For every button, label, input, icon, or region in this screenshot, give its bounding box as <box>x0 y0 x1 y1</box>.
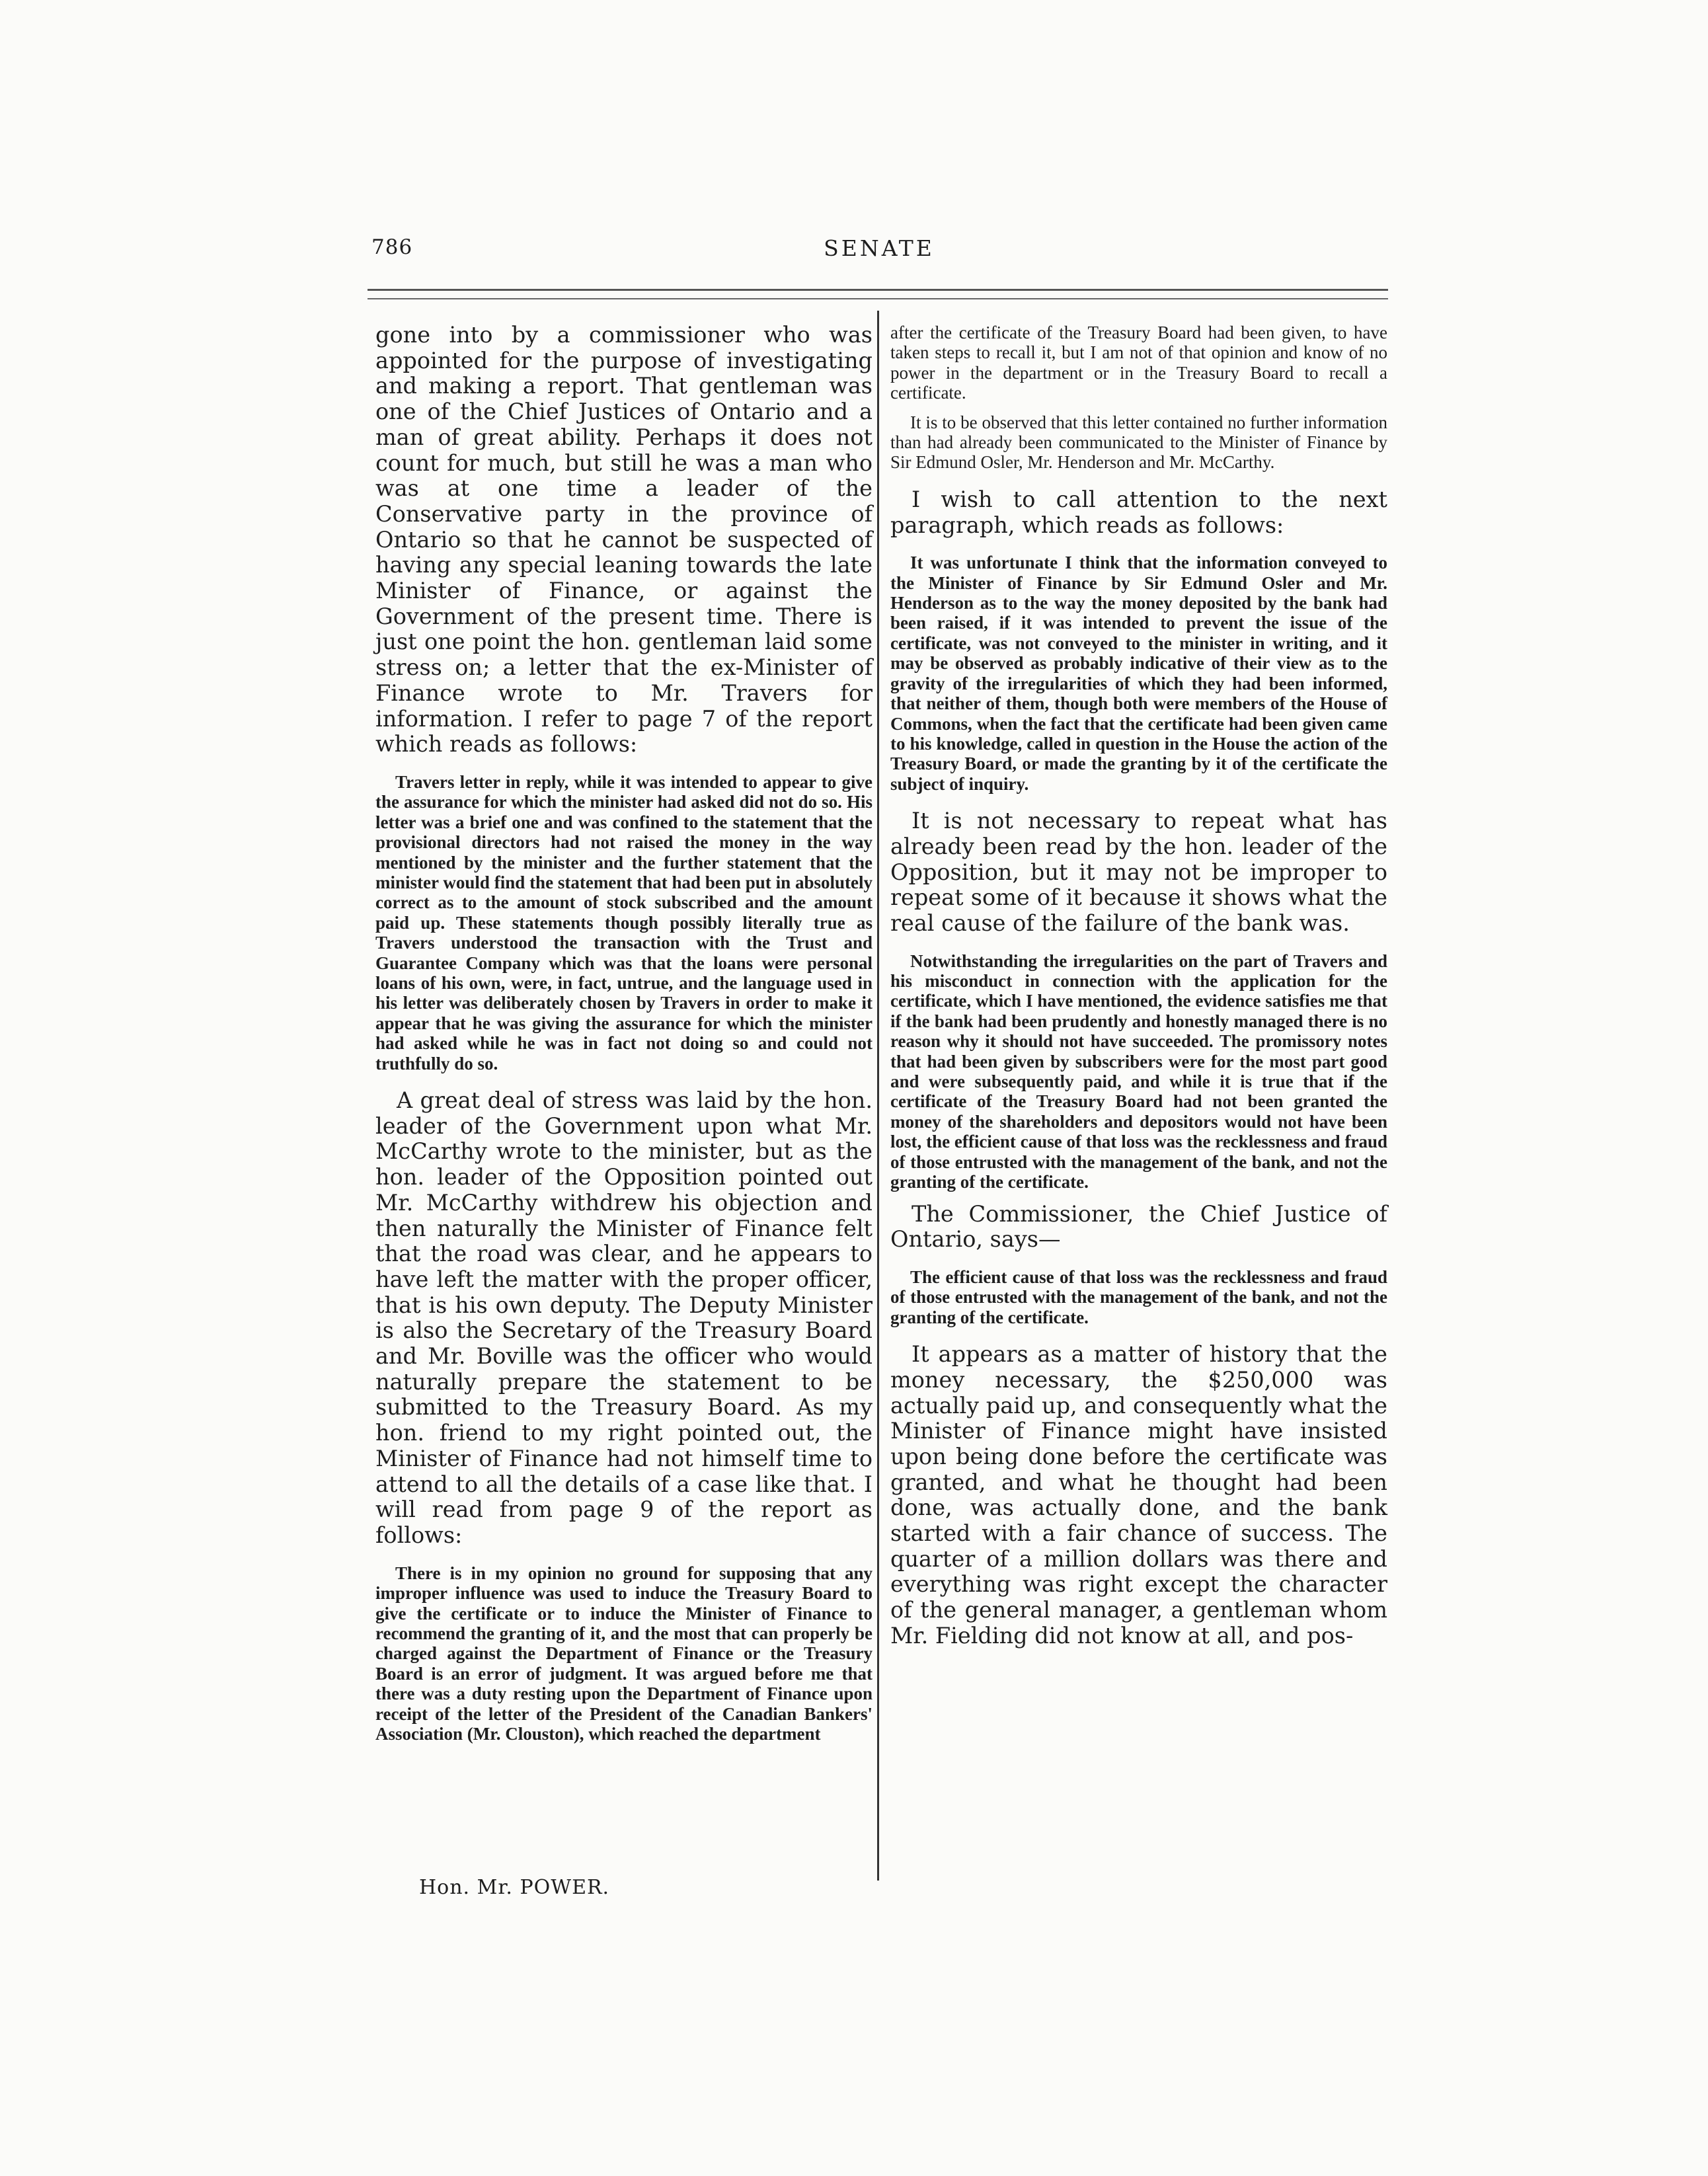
page-header <box>368 235 1391 264</box>
quotation: The efficient cause of that loss was the recklessness and fraud of those entrusted with the management of the bank, and not the granting of the certificate. <box>890 1266 1387 1327</box>
header-rule-bottom <box>368 298 1388 299</box>
column-divider <box>877 311 879 1881</box>
paragraph: It is not necessary to repeat what has already been read by the hon. leader of the Opposition, but it may not be improper to repeat some of it because it shows what the real cause of the failure of the bank was. <box>890 808 1387 936</box>
paragraph: I wish to call attention to the next paragraph, which reads as follows: <box>890 486 1387 538</box>
paragraph: A great deal of stress was laid by the hon. leader of the Government upon what Mr. McCarthy wrote to the minister, but as the hon. leader of the Opposition pointed out Mr. McCarthy withdrew his objection and then naturally the Minister of Finance felt that the road was clear, and he appears to have left the matter with the proper officer, that is his own deputy. The Deputy Minister is also the Secretary of the Treasury Board and Mr. Boville was the officer who would naturally prepare the statement to be submitted to the Treasury Board. As my hon. friend to my right pointed out, the Minister of Finance had not himself time to attend to all the details of a case like that. I will read from page 9 of the report as follows: <box>375 1087 873 1548</box>
quotation: Notwithstanding the irregularities on the part of Travers and his misconduct in connection with the application for the certificate, which I have mentioned, the evidence satisfies me that if the bank had been prudently and honestly managed there is no reason why it should not have succeeded. The promissory notes that had been given by subscribers were for the most part good and were subsequently paid, and while it is true that if the certificate of the Treasury Board had not been granted the money of the shareholders and depositors would not have been lost, the efficient cause of that loss was the recklessness and fraud of those entrusted with the management of the bank, and not the granting of the certificate. <box>890 951 1387 1192</box>
paragraph: The Commissioner, the Chief Justice of Ontario, says— <box>890 1200 1387 1253</box>
quotation: It was unfortunate I think that the information conveyed to the Minister of Finance by Sir Edmund Osler and Mr. Henderson as to the way the money deposited by the bank had been raised, if it was intended to prevent the issue of the certificate, was not conveyed to the minister in writing, and it may be observed as probably indicative of their view as to the gravity of the irregularities of which they had been informed, that neither of them, though both were members of the House of Commons, when the fact that the certificate had been given came to his knowledge, called in question in the House the action of the Treasury Board, or made the granting by it of the certificate the subject of inquiry. <box>890 553 1387 794</box>
speaker-footer: Hon. Mr. POWER. <box>419 1876 610 1899</box>
running-head: SENATE <box>824 235 935 261</box>
quotation: Travers letter in reply, while it was intended to appear to give the assurance for which the minister had asked did not do so. His letter was a brief one and was confined to the statement that the provisional directors had not raised the money in the way mentioned by the minister and the further statement that the minister would find the statement that had been put in absolutely correct as to the amount of stock subscribed and the amount paid up. These statements though possibly literally true as Travers understood the transaction with the Trust and Guarantee Company which was that the loans were personal loans of his own, were, in fact, untrue, and the language used in his letter was deliberately chosen by Travers in order to make it appear that he was giving the assurance for which the minister had asked while he was in fact not doing so and could not truthfully do so. <box>375 771 873 1073</box>
page-number: 786 <box>371 235 413 259</box>
quotation: There is in my opinion no ground for supposing that any improper influence was used to induce the Treasury Board to give the certificate or to induce the Minister of Finance to recommend the granting of it, and the most that can properly be charged against the Department of Finance or the Treasury Board is an error of judgment. It was argued before me that there was a duty resting upon the Department of Finance upon receipt of the letter of the President of the Canadian Bankers' Association (Mr. Clouston), which reached the department <box>375 1563 873 1744</box>
header-rule-top <box>368 289 1388 291</box>
left-column <box>375 323 873 1744</box>
quotation: after the certificate of the Treasury Board had been given, to have taken steps to recall it, but I am not of that opinion and know of no power in the department or in the Treasury Board to recall a certificate. <box>890 323 1387 403</box>
paragraph: gone into by a commissioner who was appointed for the purpose of investigating and making a report. That gentleman was one of the Chief Justices of Ontario and a man of great ability. Perhaps it does not count for much, but still he was a man who was at one time a leader of the Conservative party in the province of Ontario so that he cannot be suspected of having any special leaning towards the late Minister of Finance, or against the Government of the present time. There is just one point the hon. gentleman laid some stress on; a letter that the ex-Minister of Finance wrote to Mr. Travers for information. I refer to page 7 of the report which reads as follows: <box>375 322 873 758</box>
right-column <box>890 323 1387 1649</box>
paragraph: It appears as a matter of history that the money necessary, the $250,000 was actually paid up, and consequently what the Minister of Finance might have insisted upon being done before the certificate was granted, and what he thought had been done, was actually done, and the bank started with a fair chance of success. The quarter of a million dollars was there and everything was right except the character of the general manager, a gentleman whom Mr. Fielding did not know at all, and pos- <box>890 1341 1387 1649</box>
quotation: It is to be observed that this letter contained no further information than had already been communicated to the Minister of Finance by Sir Edmund Osler, Mr. Henderson and Mr. McCarthy. <box>890 412 1387 473</box>
